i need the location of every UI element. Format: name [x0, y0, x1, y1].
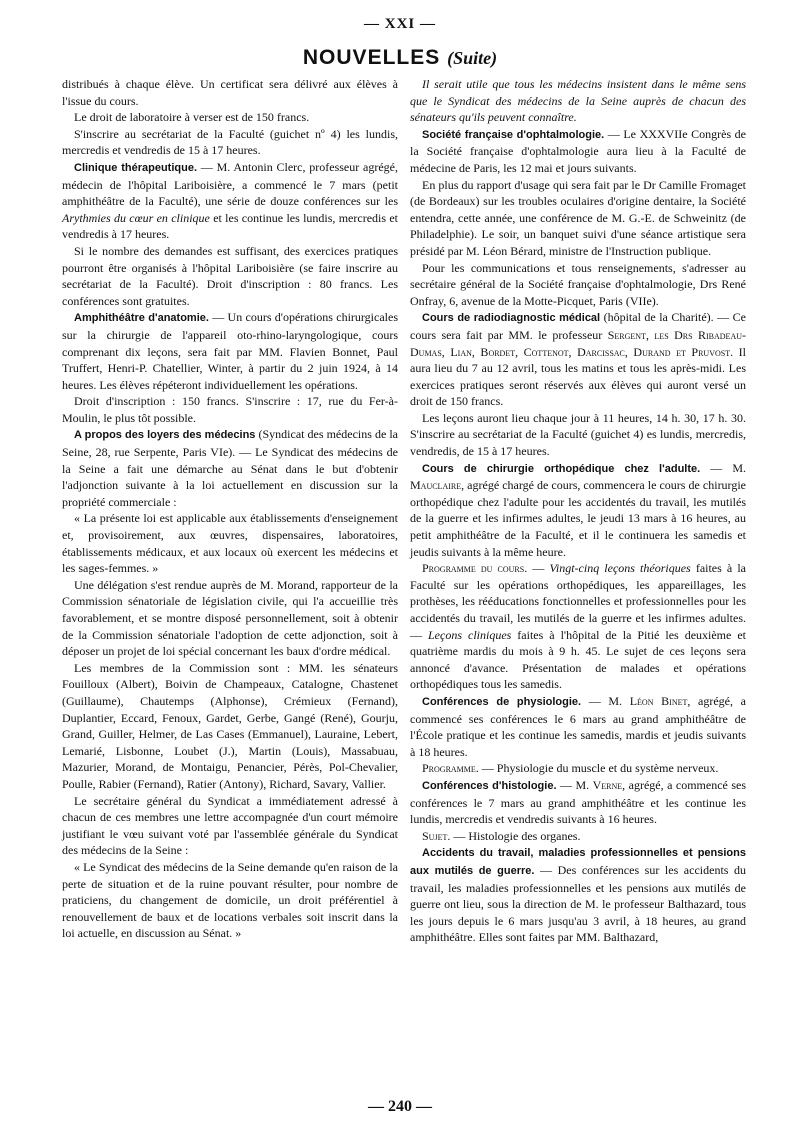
text: et les continue les lundis, mercredis et vendredis à 17 heures. — [62, 210, 399, 242]
paragraph: Les leçons auront lieu chaque jour à 11 heures, 14 h. 30, 17 h. 30. S'inscrire au secrétariat de la Faculté (guichet 4) es lundis, mercredis, vendredis, de 15 à 17 heures. — [410, 410, 746, 459]
text: — M. — [556, 777, 593, 792]
text: — — [527, 561, 550, 576]
section-lead: Cours de chirurgie orthopédique chez l'adulte. — [422, 462, 701, 475]
section-lead: Conférences de physiologie. — [422, 695, 582, 708]
section-lead: A propos des loyers des médecins — [74, 429, 256, 442]
text-smallcaps: Verne — [592, 777, 623, 792]
section-lead: Conférences d'histologie. — [422, 779, 557, 792]
text: , agrégé, a commencé ses conférences le 7 mars au grand amphithéâtre et les continue les lundis, mercredis et vendredis suivants à 16 heures. — [410, 777, 746, 827]
paragraph — [410, 126, 746, 177]
paragraph — [410, 693, 746, 760]
text: (hôpital de la Charité). — Ce cours sera fait par MM. le professeur — [410, 310, 746, 342]
section-lead: Clinique thérapeutique. — [74, 161, 198, 174]
section-lead: Accidents du travail, maladies professionnelles et pensions aux mutilés de guerre. — [410, 847, 746, 877]
paragraph — [410, 309, 746, 410]
section-lead: Cours de radiodiagnostic médical — [422, 312, 601, 325]
paragraph — [62, 309, 398, 393]
text-smallcaps: Programme du cours. — [422, 561, 528, 576]
paragraph: distribués à chaque élève. Un certificat sera délivré aux élèves à l'issue du cours. — [62, 77, 398, 108]
paragraph: Droit d'inscription : 150 francs. S'inscrire : 17, rue du Fer-à-Moulin, le plus tôt possible. — [62, 394, 398, 425]
text: Il aura lieu du 7 au 12 avril, tous les matins et tous les après-midi. Les exercices pratiques seront réservés aux élèves qui auront versé un droit de 150 francs. — [410, 344, 746, 409]
text-italic: Vingt-cinq leçons théoriques — [549, 561, 691, 576]
paragraph: « La présente loi est applicable aux établissements d'enseignement et, provisoirement, aux œuvres, dispensaires, laboratoires, établissements médicaux, et aux locaux où exercent les médecins et les sages-femmes. » — [62, 511, 398, 576]
title-suite: (Suite) — [447, 48, 498, 68]
section-title — [0, 46, 800, 70]
paragraph: Si le nombre des demandes est suffisant, des exercices pratiques pourront être organisés à l'hôpital Lariboisière (se faire inscrire au secrétariat de la Faculté). Droit d'inscription : 80 francs. Les conférences sont gratuites. — [62, 243, 398, 308]
paragraph — [410, 777, 746, 828]
paragraph: Le secrétaire général du Syndicat a immédiatement adressé à chacun de ces membres une lettre accompagnée d'un court mémoire justifiant le vœu suivant voté par l'assemblée générale du Syndicat des médecins de la Seine : — [62, 793, 398, 858]
text: — Le XXXVIIe Congrès de la Société française d'ophtalmologie aura lieu à la Faculté de médecine de Paris, les 12 mai et jours suivants. — [410, 126, 746, 175]
text: faites à la Faculté sur les opérations orthopédiques, les appareillages, les prothèses, les rééducations fonctionnelles et professionnelles pour les accidentés du travail, les mutilés de la guerre et les infirmes adultes. — — [410, 561, 746, 642]
paragraph: S'inscrire au secrétariat de la Faculté (guichet nº 4) les lundis, mercredis et vendredis de 15 à 17 heures. — [62, 126, 398, 158]
paragraph: Le droit de laboratoire à verser est de 150 francs. — [74, 110, 310, 125]
section-lead: Société française d'ophtalmologie. — [422, 128, 605, 141]
text: (Syndicat des médecins de la Seine, 28, rue Serpente, Paris VIe). — Le Syndicat des médecins de la Seine a fait une démarche au Sénat dans le but d'obtenir l'adjonction suivante à la loi actuellement en discussion sur la propriété commerciale : — [62, 427, 398, 509]
text-smallcaps: Léon Binet — [629, 693, 688, 708]
paragraph — [62, 159, 398, 243]
right-column — [410, 76, 746, 946]
text: , agrégé, a commencé ses conférences le 6 mars au grand amphithéâtre de l'École pratique et les continue les samedis, mardis et jeudis suivants à 18 heures. — [410, 693, 746, 759]
text: — Un cours d'opérations chirurgicales sur la chirurgie de l'appareil oto-rhino-laryngologique, cours comprenant dix leçons, sera fait par MM. Flavien Bonnet, Paul Truffert, Henri-P. Chatellier, Winter, à partir du 2 juin 1924, à 14 heures. Les élèves répéteront individuellement les opérations. — [62, 310, 398, 392]
text: faites à l'hôpital de la Pitié les deuxième et quatrième mardis du mois à 9 h. 45. Le sujet de ces leçons sera annoncé d'avance. Présentation de malades et opérations orthopédiques tous les samedis. — [410, 627, 746, 692]
text-smallcaps: Mauclaire — [410, 478, 462, 493]
text-smallcaps: Sujet. — [422, 828, 451, 843]
page-number: — 240 — — [368, 1098, 432, 1115]
paragraph — [410, 828, 746, 845]
paragraph: Une délégation s'est rendue auprès de M. Morand, rapporteur de la Commission sénatoriale de législation civile, qui l'a accueillie très favorablement, et se montre disposé personnellement, soit à obtenir de la Commission sénatoriale l'adoption de cette adjonction, soit à déposer un projet de loi spécial concernant les baux d'ordre médical. — [62, 577, 398, 659]
paragraph: En plus du rapport d'usage qui sera fait par le Dr Camille Fromaget (de Bordeaux) sur les troubles oculaires d'origine dentaire, la Société entendra, cette année, une conférence de M. G.-E. de Schweinitz (de Philadelphie). Le soir, un banquet suivi d'une séance artistique sera présidé par M. Léon Bérard, ministre de l'Instruction publique. — [410, 177, 746, 258]
text-italic: Arythmies du cœur en clinique — [62, 210, 210, 225]
paragraph: Pour les communications et tous renseignements, s'adresser au secrétaire général de la Société française d'ophtalmologie, Drs René Onfray, 6, avenue de la Motte-Picquet, Paris (VIIe). — [410, 260, 746, 308]
paragraph: Il serait utile que tous les médecins insistent dans le même sens que le Syndicat des médecins de la Seine auprès de chacun des sénateurs qu'ils peuvent connaître. — [410, 77, 746, 125]
text: — M. Antonin Clerc, professeur agrégé, médecin de l'hôpital Lariboisière, a commencé le 7 mars (petit amphithéâtre de la Faculté), une série de douze conférences sur les — [62, 159, 398, 209]
paragraph — [410, 460, 746, 561]
text: , agrégé chargé de cours, commencera le cours de chirurgie orthopédique chez l'adulte pour les accidentés du travail, les mutilés de la guerre et les infirmes adultes, le jeudi 13 mars à 16 heures, au petit amphithéâtre de la Faculté, et il le continuera les samedis et jeudis suivants à la même heure. — [410, 478, 746, 559]
text: — Physiologie du muscle et du système nerveux. — [478, 761, 719, 776]
left-column — [62, 76, 398, 942]
text-italic: Leçons cliniques — [428, 627, 512, 642]
paragraph — [62, 426, 398, 510]
text-smallcaps: Sergent, les Drs Ribadeau-Dumas, Lian, Bordet, Cottenot, Darcissac, Durand et Pruvost. — [410, 327, 746, 359]
section-lead: Amphithéâtre d'anatomie. — [74, 312, 209, 325]
text: — M. — [581, 693, 630, 708]
title-main: NOUVELLES — [302, 46, 441, 69]
paragraph — [410, 844, 746, 946]
text-smallcaps: Programme. — [422, 761, 479, 776]
paragraph — [410, 760, 746, 777]
paragraph: Les membres de la Commission sont : MM. les sénateurs Fouilloux (Albert), Boivin de Champeaux, Catalogne, Chastenet (Guillaume), Chautemps (Alphonse), Crémieux (Fernand), Duplantier, Eccard, Fenoux, Gardet, Gerbe, Gangé (René), Gourju, Grand, Guiller, Helmer, de Las Cases (Emmanuel), Lauraine, Lebert, Lemarié, Lisbonne, Loubet (J.), Martin (Louis), Massabuau, Mazurier, Morand, de Montaigu, Penancier, Pérès, Pol-Chevalier, Poulle, Rabier (Fernand), Ratier (Antony), Richard, Savary, Vallier. — [62, 660, 398, 791]
text: — Des conférences sur les accidents du travail, les maladies professionnelles et les pensions aux mutilés de guerre ont lieu, sous la direction de M. le professeur Balthazard, tous les jours depuis le 6 mars jusqu'au 3 avril, à 18 heures, au grand amphithéâtre. Elles sont faites par MM. Balthazard, — [410, 862, 747, 945]
text: — Histologie des organes. — [450, 828, 581, 843]
text: — M. — [700, 460, 747, 475]
paragraph: « Le Syndicat des médecins de la Seine demande qu'en raison de la perte de situation et de la ruine pouvant résulter, pour nombre de praticiens, du changement de domicile, un droit préférentiel à renouvellement de baux et de locations verbales soit inscrit dans la loi actuelle, en discussion au Sénat. » — [62, 859, 398, 941]
paragraph — [410, 560, 746, 693]
roman-page-number: — XXI — — [363, 16, 436, 32]
